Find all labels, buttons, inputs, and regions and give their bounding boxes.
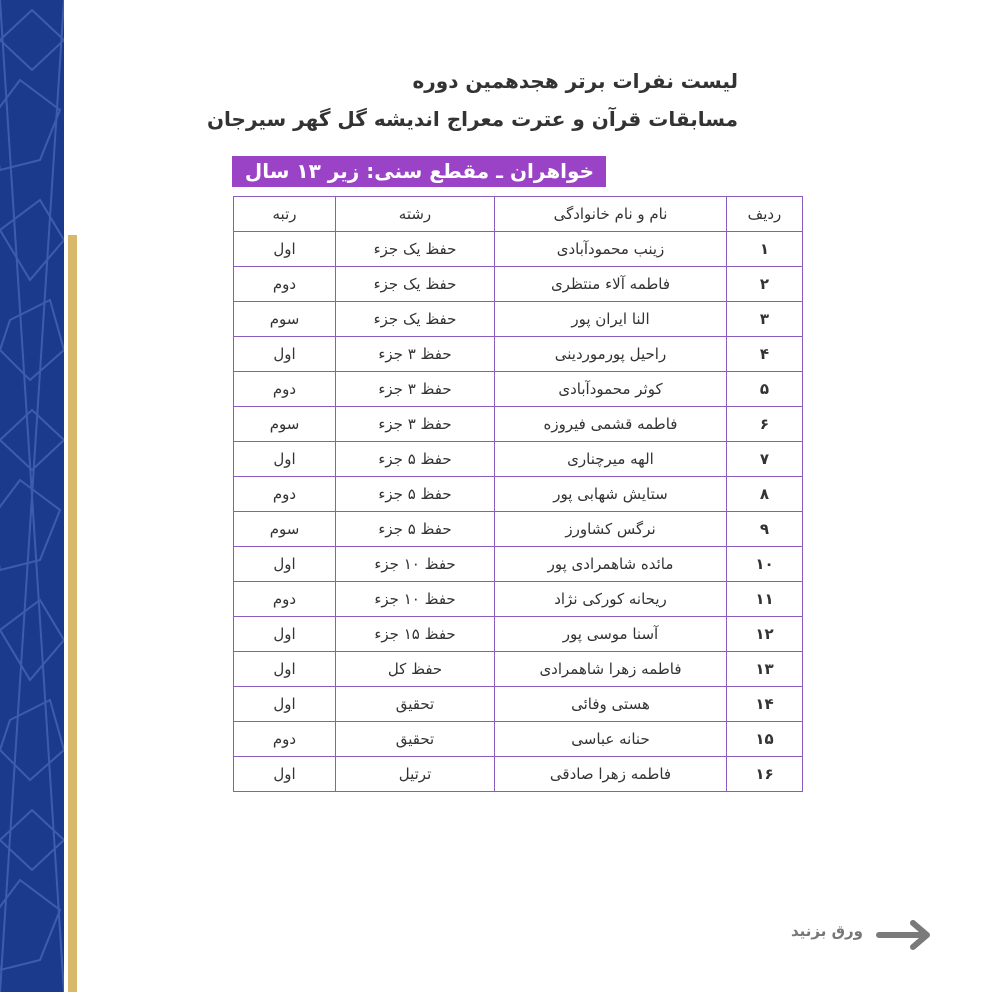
header-name: نام و نام خانوادگی xyxy=(495,197,727,232)
table-row xyxy=(234,407,803,442)
table-row xyxy=(234,547,803,582)
row-field: حفظ ۱۵ جزء xyxy=(336,617,495,652)
row-index: ۱۲ xyxy=(727,617,803,652)
row-name: فاطمه زهرا صادقی xyxy=(495,757,727,792)
decorative-gold-bar xyxy=(68,235,77,992)
row-index: ۴ xyxy=(727,337,803,372)
geometric-pattern xyxy=(0,0,64,992)
table-row xyxy=(234,372,803,407)
row-field: حفظ یک جزء xyxy=(336,302,495,337)
row-rank: دوم xyxy=(234,477,336,512)
row-index: ۱۱ xyxy=(727,582,803,617)
row-rank: اول xyxy=(234,687,336,722)
row-name: فاطمه زهرا شاهمرادی xyxy=(495,652,727,687)
row-index: ۱۶ xyxy=(727,757,803,792)
title-line-2: مسابقات قرآن و عترت معراج اندیشه گل گهر سیرجان xyxy=(206,107,738,131)
row-rank: دوم xyxy=(234,372,336,407)
row-rank: سوم xyxy=(234,512,336,547)
row-field: ترتیل xyxy=(336,757,495,792)
row-name: فاطمه قشمی فیروزه xyxy=(495,407,727,442)
table-row xyxy=(234,337,803,372)
page-title xyxy=(138,62,738,138)
row-name: حنانه عباسی xyxy=(495,722,727,757)
row-rank: اول xyxy=(234,442,336,477)
table-row xyxy=(234,267,803,302)
row-field: حفظ ۳ جزء xyxy=(336,372,495,407)
row-field: تحقیق xyxy=(336,687,495,722)
row-index: ۱۴ xyxy=(727,687,803,722)
table-row xyxy=(234,652,803,687)
row-name: النا ایران پور xyxy=(495,302,727,337)
row-rank: سوم xyxy=(234,407,336,442)
table-row xyxy=(234,512,803,547)
table-row xyxy=(234,757,803,792)
row-field: حفظ یک جزء xyxy=(336,267,495,302)
row-index: ۸ xyxy=(727,477,803,512)
row-rank: اول xyxy=(234,652,336,687)
header-index: ردیف xyxy=(727,197,803,232)
table-row xyxy=(234,582,803,617)
row-rank: اول xyxy=(234,617,336,652)
table-header-row xyxy=(234,197,803,232)
row-field: تحقیق xyxy=(336,722,495,757)
row-name: کوثر محمودآبادی xyxy=(495,372,727,407)
row-rank: اول xyxy=(234,757,336,792)
row-name: زینب محمودآبادی xyxy=(495,232,727,267)
row-rank: سوم xyxy=(234,302,336,337)
arrow-right-icon xyxy=(875,918,937,952)
table-row xyxy=(234,722,803,757)
table-row xyxy=(234,442,803,477)
row-field: حفظ ۳ جزء xyxy=(336,407,495,442)
row-index: ۶ xyxy=(727,407,803,442)
row-field: حفظ ۵ جزء xyxy=(336,477,495,512)
decorative-side-band xyxy=(0,0,64,992)
row-field: حفظ ۵ جزء xyxy=(336,442,495,477)
row-rank: دوم xyxy=(234,582,336,617)
row-name: آسنا موسی پور xyxy=(495,617,727,652)
row-index: ۵ xyxy=(727,372,803,407)
row-field: حفظ کل xyxy=(336,652,495,687)
row-rank: دوم xyxy=(234,722,336,757)
row-field: حفظ یک جزء xyxy=(336,232,495,267)
row-field: حفظ ۳ جزء xyxy=(336,337,495,372)
table-row xyxy=(234,232,803,267)
table-row xyxy=(234,617,803,652)
row-index: ۱ xyxy=(727,232,803,267)
results-table xyxy=(233,196,803,792)
next-page-label: ورق بزنید xyxy=(791,922,863,940)
row-name: الهه میرچناری xyxy=(495,442,727,477)
header-rank: رتبه xyxy=(234,197,336,232)
title-line-1: لیست نفرات برتر هجدهمین دوره xyxy=(412,69,738,93)
row-name: هستی وفائی xyxy=(495,687,727,722)
row-field: حفظ ۵ جزء xyxy=(336,512,495,547)
row-index: ۱۰ xyxy=(727,547,803,582)
row-index: ۹ xyxy=(727,512,803,547)
row-rank: اول xyxy=(234,337,336,372)
section-label: خواهران ـ مقطع سنی: زیر ۱۳ سال xyxy=(244,159,594,183)
row-field: حفظ ۱۰ جزء xyxy=(336,547,495,582)
row-index: ۱۳ xyxy=(727,652,803,687)
row-index: ۱۵ xyxy=(727,722,803,757)
header-field: رشته xyxy=(336,197,495,232)
row-rank: دوم xyxy=(234,267,336,302)
row-rank: اول xyxy=(234,547,336,582)
row-name: ریحانه کورکی نژاد xyxy=(495,582,727,617)
section-banner xyxy=(232,156,606,187)
row-name: مائده شاهمرادی پور xyxy=(495,547,727,582)
row-name: نرگس کشاورز xyxy=(495,512,727,547)
table-row xyxy=(234,477,803,512)
row-index: ۳ xyxy=(727,302,803,337)
row-name: ستایش شهابی پور xyxy=(495,477,727,512)
next-page-button[interactable] xyxy=(780,912,945,956)
table-row xyxy=(234,687,803,722)
row-name: راحیل پورموردینی xyxy=(495,337,727,372)
row-index: ۲ xyxy=(727,267,803,302)
row-field: حفظ ۱۰ جزء xyxy=(336,582,495,617)
row-name: فاطمه آلاء منتظری xyxy=(495,267,727,302)
row-index: ۷ xyxy=(727,442,803,477)
row-rank: اول xyxy=(234,232,336,267)
table-row xyxy=(234,302,803,337)
